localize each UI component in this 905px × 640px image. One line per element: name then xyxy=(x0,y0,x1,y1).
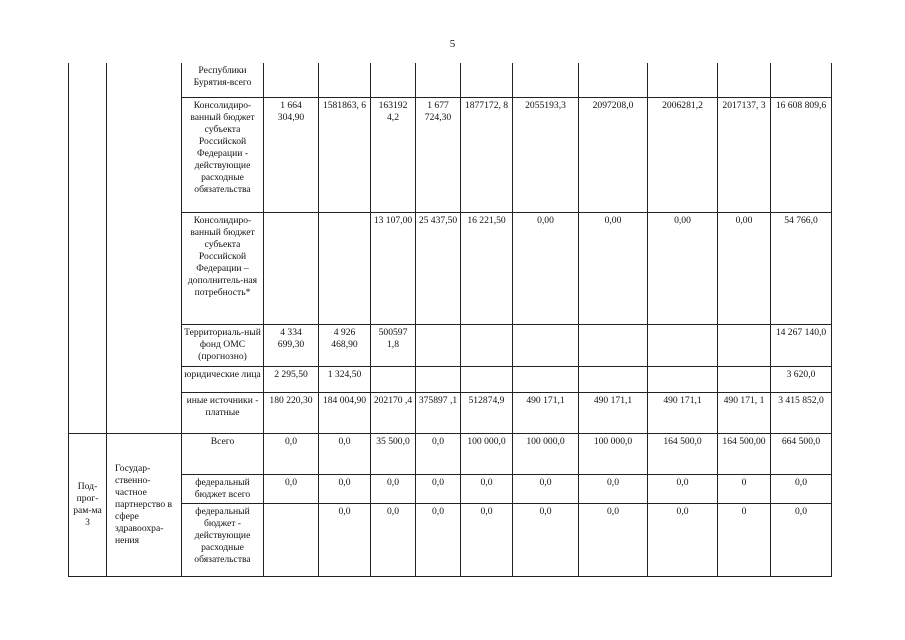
table-row xyxy=(69,213,832,325)
value-cell xyxy=(718,325,771,367)
value-cell: 0,0 xyxy=(319,475,371,504)
funding-source-cell: иные источники - платные xyxy=(182,393,264,434)
program-name-cell xyxy=(107,63,182,434)
value-cell: 500597 1,8 xyxy=(371,325,416,367)
value-cell: 164 500,0 xyxy=(648,434,718,475)
value-cell: 0,0 xyxy=(513,475,579,504)
subprogram-section xyxy=(69,434,832,577)
value-cell: 0,0 xyxy=(416,504,461,577)
value-cell: 490 171,1 xyxy=(648,393,718,434)
value-cell: 664 500,0 xyxy=(771,434,832,475)
funding-source-cell: Всего xyxy=(182,434,264,475)
value-cell xyxy=(461,325,513,367)
value-cell xyxy=(319,213,371,325)
value-cell: 0,00 xyxy=(648,213,718,325)
value-cell xyxy=(718,367,771,393)
value-cell: 0,00 xyxy=(718,213,771,325)
value-cell: 163192 4,2 xyxy=(371,98,416,213)
table-row xyxy=(69,98,832,213)
value-cell: 0,0 xyxy=(319,504,371,577)
funding-source-cell: Территориаль-ный фонд ОМС (прогнозно) xyxy=(182,325,264,367)
value-cell xyxy=(648,63,718,98)
value-cell: 1 324,50 xyxy=(319,367,371,393)
value-cell: 490 171, 1 xyxy=(718,393,771,434)
value-cell xyxy=(648,325,718,367)
value-cell: 0,00 xyxy=(579,213,648,325)
value-cell xyxy=(513,367,579,393)
budget-table xyxy=(68,63,832,577)
value-cell xyxy=(648,367,718,393)
value-cell xyxy=(416,63,461,98)
value-cell xyxy=(264,63,319,98)
value-cell: 1 677 724,30 xyxy=(416,98,461,213)
table-row xyxy=(69,63,832,98)
program-label-cell xyxy=(69,63,107,434)
value-cell: 0,0 xyxy=(579,475,648,504)
subprogram-label: Под-прог-рам-ма 3 xyxy=(69,434,107,577)
table-row xyxy=(69,393,832,434)
value-cell: 0,0 xyxy=(579,504,648,577)
value-cell xyxy=(371,367,416,393)
value-cell: 202170 ,4 xyxy=(371,393,416,434)
value-cell xyxy=(513,325,579,367)
value-cell: 0,0 xyxy=(771,475,832,504)
value-cell: 25 437,50 xyxy=(416,213,461,325)
value-cell: 512874,9 xyxy=(461,393,513,434)
value-cell: 0,0 xyxy=(264,434,319,475)
value-cell xyxy=(264,213,319,325)
value-cell: 4 926 468,90 xyxy=(319,325,371,367)
value-cell xyxy=(579,367,648,393)
funding-source-cell: Республики Бурятия-всего xyxy=(182,63,264,98)
value-cell: 1877172, 8 xyxy=(461,98,513,213)
value-cell: 0,0 xyxy=(264,475,319,504)
value-cell: 100 000,0 xyxy=(579,434,648,475)
value-cell: 16 608 809,6 xyxy=(771,98,832,213)
value-cell: 490 171,1 xyxy=(579,393,648,434)
value-cell: 3 620,0 xyxy=(771,367,832,393)
funding-source-cell: федеральный бюджет всего xyxy=(182,475,264,504)
value-cell: 0,0 xyxy=(648,504,718,577)
value-cell: 0,0 xyxy=(648,475,718,504)
funding-source-cell: Консолидиро-ванный бюджет субъекта Российской Федерации - действующие расходные обязательства xyxy=(182,98,264,213)
value-cell: 0,0 xyxy=(416,475,461,504)
funding-source-cell: федеральный бюджет - действующие расходные обязательства xyxy=(182,504,264,577)
table-row xyxy=(69,325,832,367)
value-cell: 1581863, 6 xyxy=(319,98,371,213)
value-cell: 2017137, 3 xyxy=(718,98,771,213)
value-cell xyxy=(416,325,461,367)
subprogram-name: Государ-ственно-частное партнерство в сфере здравоохра-нения xyxy=(107,434,182,577)
value-cell: 0,0 xyxy=(771,504,832,577)
value-cell: 2055193,3 xyxy=(513,98,579,213)
page-number: 5 xyxy=(449,38,456,50)
value-cell: 13 107,00 xyxy=(371,213,416,325)
table-row xyxy=(69,475,832,504)
funding-source-cell: юридические лица xyxy=(182,367,264,393)
value-cell: 0,0 xyxy=(319,434,371,475)
value-cell xyxy=(579,325,648,367)
value-cell xyxy=(416,367,461,393)
value-cell: 54 766,0 xyxy=(771,213,832,325)
value-cell: 1 664 304,90 xyxy=(264,98,319,213)
value-cell: 4 334 699,30 xyxy=(264,325,319,367)
value-cell: 0 xyxy=(718,504,771,577)
table-row xyxy=(69,434,832,475)
upper-section xyxy=(69,63,832,434)
value-cell: 100 000,0 xyxy=(513,434,579,475)
value-cell: 0 xyxy=(718,475,771,504)
value-cell: 184 004,90 xyxy=(319,393,371,434)
value-cell xyxy=(264,504,319,577)
value-cell: 0,0 xyxy=(371,504,416,577)
value-cell: 0,0 xyxy=(461,475,513,504)
value-cell: 180 220,30 xyxy=(264,393,319,434)
value-cell: 16 221,50 xyxy=(461,213,513,325)
value-cell: 0,0 xyxy=(416,434,461,475)
value-cell xyxy=(461,367,513,393)
table-row xyxy=(69,367,832,393)
value-cell: 0,0 xyxy=(513,504,579,577)
value-cell: 2006281,2 xyxy=(648,98,718,213)
funding-source-cell: Консолидиро-ванный бюджет субъекта Российской Федерации – дополнитель-ная потребность* xyxy=(182,213,264,325)
value-cell xyxy=(371,63,416,98)
value-cell: 0,00 xyxy=(513,213,579,325)
value-cell: 164 500,00 xyxy=(718,434,771,475)
table-row xyxy=(69,504,832,577)
value-cell: 14 267 140,0 xyxy=(771,325,832,367)
value-cell: 35 500,0 xyxy=(371,434,416,475)
value-cell xyxy=(718,63,771,98)
value-cell: 490 171,1 xyxy=(513,393,579,434)
value-cell xyxy=(319,63,371,98)
value-cell: 2097208,0 xyxy=(579,98,648,213)
value-cell: 100 000,0 xyxy=(461,434,513,475)
value-cell xyxy=(579,63,648,98)
value-cell: 2 295,50 xyxy=(264,367,319,393)
value-cell: 0,0 xyxy=(461,504,513,577)
value-cell: 375897 ,1 xyxy=(416,393,461,434)
value-cell: 3 415 852,0 xyxy=(771,393,832,434)
value-cell xyxy=(771,63,832,98)
value-cell xyxy=(513,63,579,98)
value-cell: 0,0 xyxy=(371,475,416,504)
value-cell xyxy=(461,63,513,98)
